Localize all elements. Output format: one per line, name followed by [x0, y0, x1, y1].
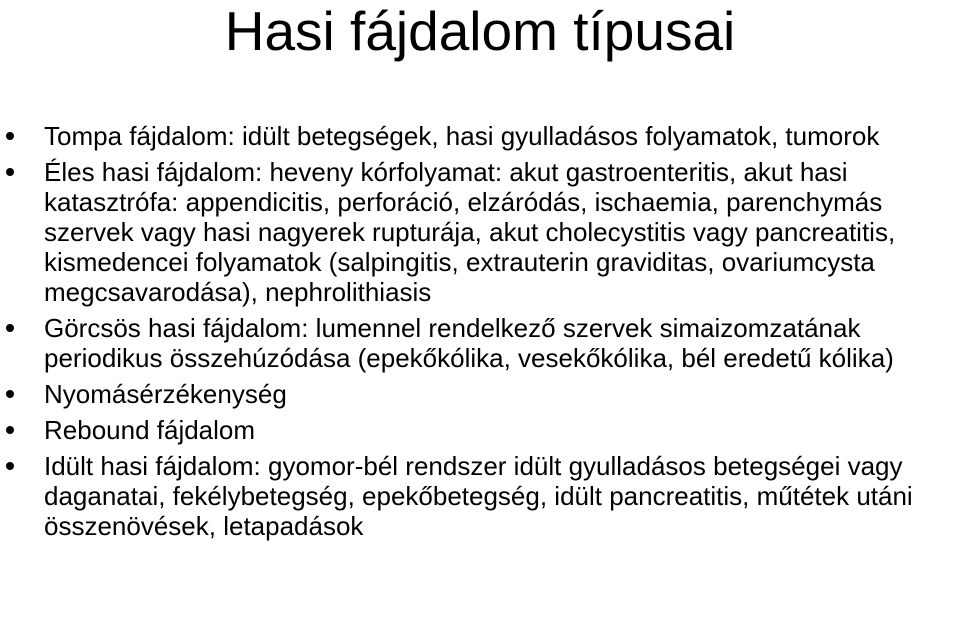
- bullet-icon: [6, 462, 14, 470]
- bullet-text: Nyomásérzékenység: [44, 379, 287, 409]
- bullet-text: Idült hasi fájdalom: gyomor-bél rendszer idült gyulladásos betegségei vagy daganatai, fekélybetegség, epekőbetegség, idült pancreatitis, műtétek utáni összenövések, letapadások: [44, 451, 913, 541]
- bullet-icon: [6, 426, 14, 434]
- bullet-text: Rebound fájdalom: [44, 415, 256, 445]
- bullet-item-chronic-pain: [0, 451, 960, 541]
- bullet-item-dull-pain: [0, 121, 960, 151]
- bullet-item-tenderness: [0, 379, 960, 409]
- slide-title: Hasi fájdalom típusai: [224, 0, 736, 62]
- bullet-item-colicky-pain: [0, 313, 960, 373]
- bullet-icon: [6, 132, 14, 140]
- bullet-icon: [6, 168, 14, 176]
- bullet-text: Görcsös hasi fájdalom: lumennel rendelkező szervek simaizomzatának periodikus összehúzódása (epekőkólika, vesekőkólika, bél eredetű kólika): [44, 313, 894, 373]
- bullet-item-rebound-pain: [0, 415, 960, 445]
- bullet-item-sharp-pain: [0, 157, 960, 307]
- bullet-text: Tompa fájdalom: idült betegségek, hasi gyulladásos folyamatok, tumorok: [44, 121, 880, 151]
- bullet-icon: [6, 324, 14, 332]
- bullet-list: [0, 121, 960, 547]
- bullet-icon: [6, 390, 14, 398]
- bullet-text: Éles hasi fájdalom: heveny kórfolyamat: akut gastroenteritis, akut hasi katasztrófa: appendicitis, perforáció, elzáródás, ischaemia, parenchymás szervek vagy hasi nagyerek rupturája, akut cholecystitis vagy pancreatitis, kismedencei folyamatok (salpingitis, extrauterin graviditas, ovariumcysta megcsavarodása), nephrolithiasis: [44, 157, 896, 307]
